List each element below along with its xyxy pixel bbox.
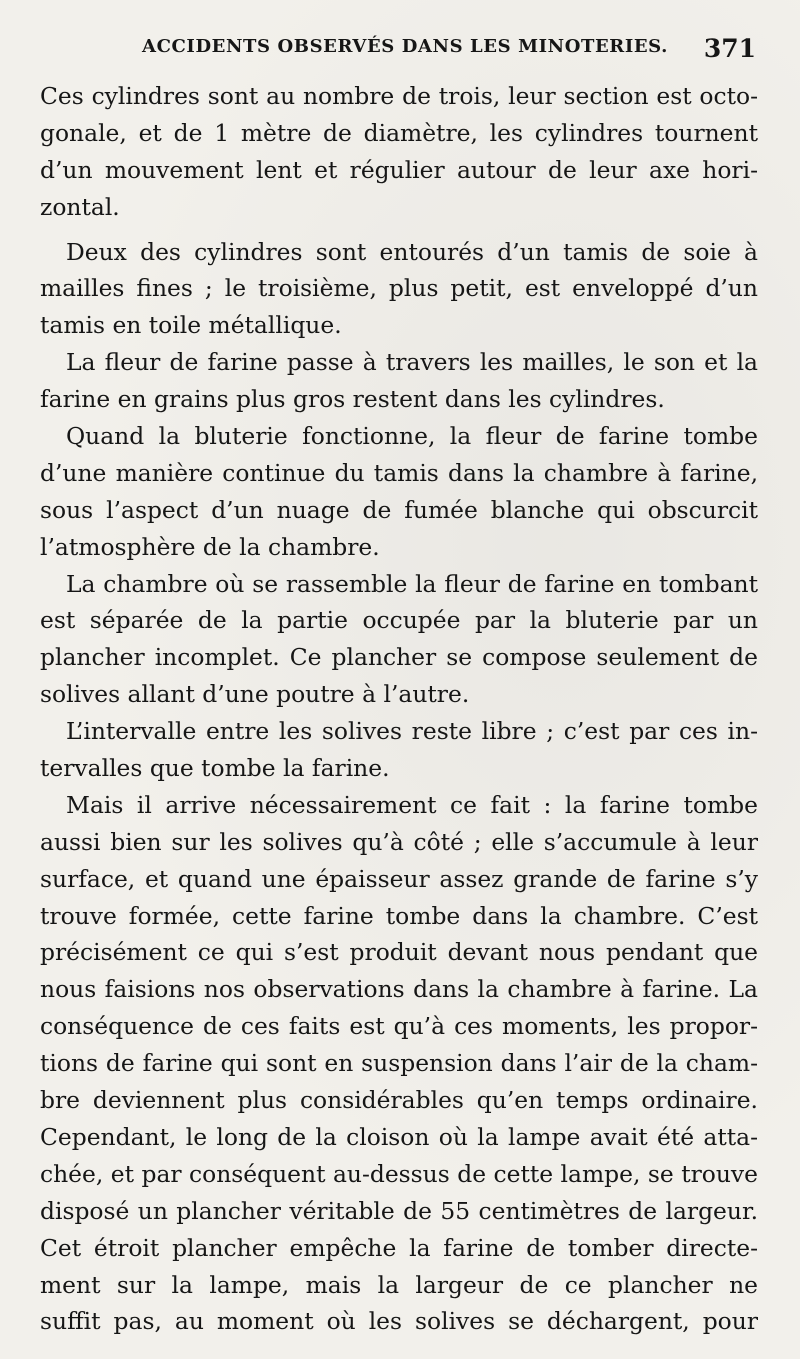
text-line: gonale, et de 1 mètre de diamètre, les cylindres tournent [40, 118, 758, 147]
text-line: l’atmosphère de la chambre. [40, 532, 380, 561]
text-line: aussi bien sur les solives qu’à côté ; elle s’accumule à leur [40, 827, 758, 856]
text-line: Cet étroit plancher empêche la farine de tomber directe- [40, 1233, 758, 1262]
text-line: solives allant d’une poutre à l’autre. [40, 680, 470, 709]
text-line: est séparée de la partie occupée par la bluterie par un [40, 606, 758, 635]
text-line: L’intervalle entre les solives reste libre ; c’est par ces in- [66, 717, 758, 746]
text-line: suffit pas, au moment où les solives se déchargent, pour [40, 1307, 758, 1336]
text-line: Cependant, le long de la cloison où la lampe avait été atta- [40, 1122, 758, 1151]
page-header [40, 36, 764, 76]
body-text [40, 78, 758, 1340]
text-line: Quand la bluterie fonctionne, la fleur de farine tombe [66, 422, 758, 451]
text-line: Deux des cylindres sont entourés d’un tamis de soie à [66, 237, 758, 266]
text-line: précisément ce qui s’est produit devant nous pendant que [40, 938, 758, 967]
running-title: ACCIDENTS OBSERVÉS DANS LES MINOTERIES. [142, 36, 669, 57]
text-line: d’un mouvement lent et régulier autour de leur axe hori- [40, 155, 758, 184]
text-line: Ces cylindres sont au nombre de trois, leur section est octo- [40, 82, 758, 110]
text-line: disposé un plancher véritable de 55 centimètres de largeur. [40, 1196, 758, 1225]
text-line: mailles fines ; le troisième, plus petit, est enveloppé d’un [40, 274, 758, 303]
paragraph-gap [40, 226, 758, 234]
text-line: tamis en toile métallique. [40, 311, 342, 340]
text-line: La fleur de farine passe à travers les mailles, le son et la [66, 348, 758, 377]
text-line: conséquence de ces faits est qu’à ces moments, les propor- [40, 1012, 758, 1041]
text-line: tions de farine qui sont en suspension dans l’air de la cham- [40, 1049, 758, 1078]
text-line: zontal. [40, 192, 120, 221]
text-line: bre deviennent plus considérables qu’en temps ordinaire. [40, 1086, 758, 1115]
text-line: chée, et par conséquent au-dessus de cette lampe, se trouve [40, 1159, 758, 1188]
text-line: tervalles que tombe la farine. [40, 754, 390, 783]
text-line: d’une manière continue du tamis dans la chambre à farine, [40, 458, 758, 487]
text-line: plancher incomplet. Ce plancher se compose seulement de [40, 643, 758, 672]
text-line: farine en grains plus gros restent dans les cylindres. [40, 385, 665, 414]
text-line: surface, et quand une épaisseur assez grande de farine s’y [40, 864, 758, 893]
text-line: Mais il arrive nécessairement ce fait : la farine tombe [66, 790, 758, 819]
text-line: sous l’aspect d’un nuage de fumée blanche qui obscurcit [40, 495, 758, 524]
text-line: trouve formée, cette farine tombe dans la chambre. C’est [40, 901, 758, 930]
text-line: nous faisions nos observations dans la chambre à farine. La [40, 975, 758, 1004]
page-number: 371 [703, 34, 756, 63]
text-line: La chambre où se rassemble la fleur de farine en tombant [66, 569, 758, 598]
text-line: ment sur la lampe, mais la largeur de ce plancher ne [40, 1270, 758, 1299]
